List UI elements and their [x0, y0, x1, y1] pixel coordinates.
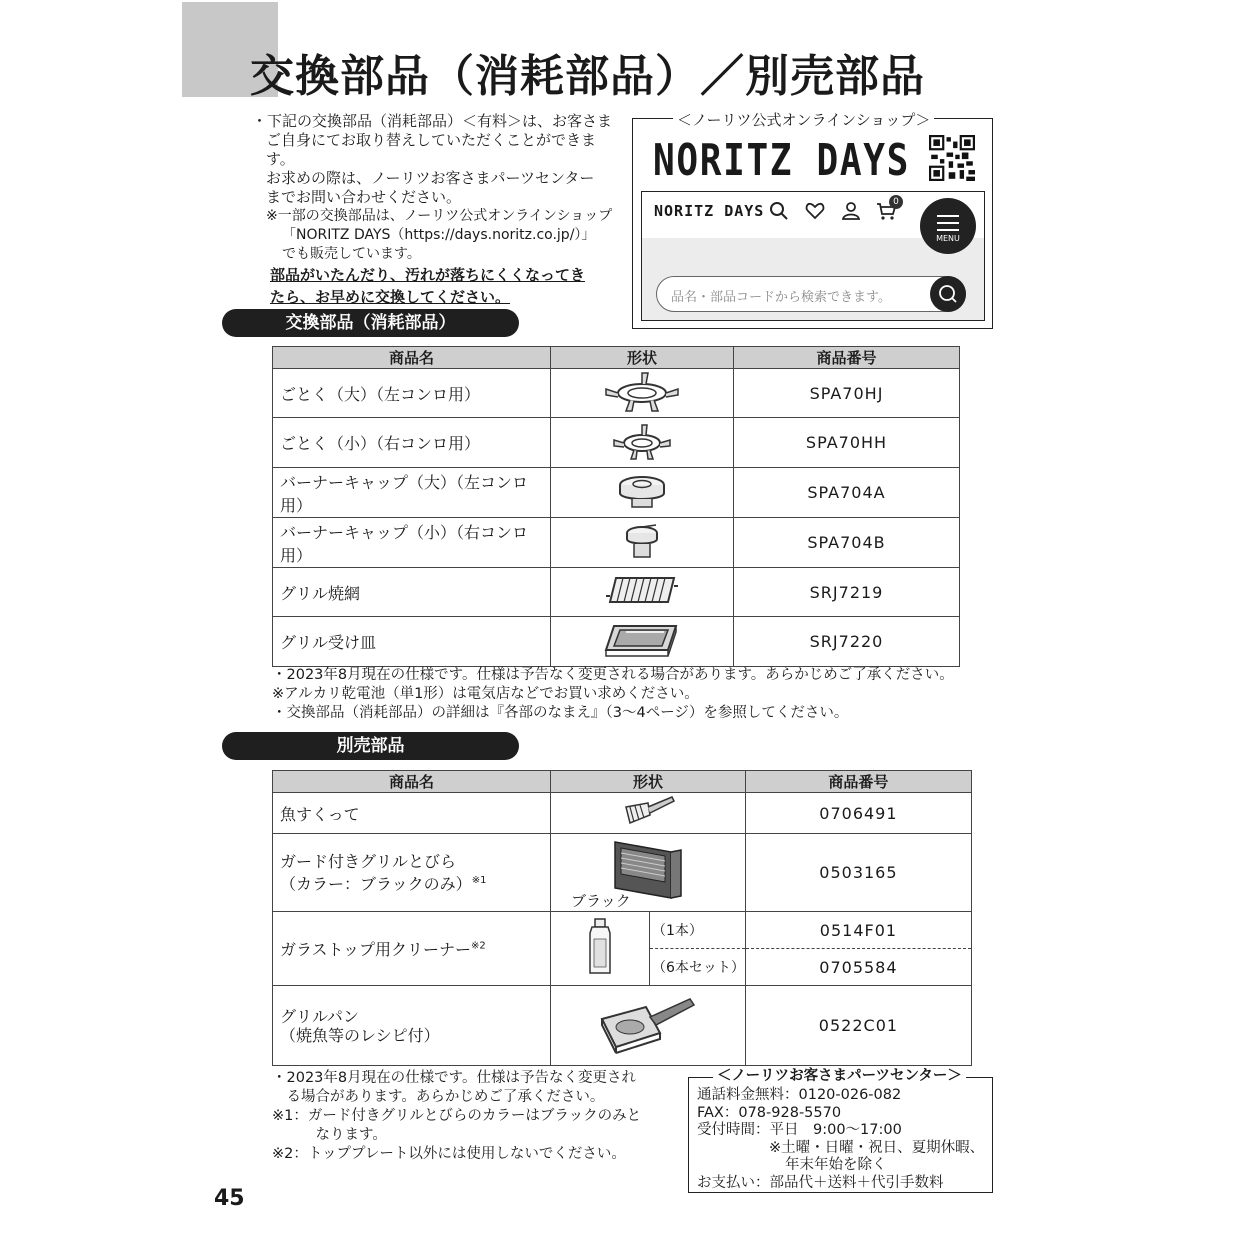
- part-name-line: グリルパン: [280, 1006, 359, 1026]
- part-code: SRJ7219: [734, 568, 960, 617]
- parts-center-hours: 受付時間：平日 9:00〜17:00: [697, 1122, 902, 1138]
- cleaner-bottle-icon: [551, 912, 650, 986]
- note-line: ※1：ガード付きグリルとびらのカラーはブラックのみと: [272, 1108, 642, 1124]
- part-name: グリル受け皿: [273, 617, 551, 667]
- part-name: グリル焼網: [273, 568, 551, 617]
- part-name-line: （カラー：ブラックのみ）: [280, 874, 472, 894]
- part-name: バーナーキャップ（大）（左コンロ用）: [273, 468, 551, 518]
- shop-caption: ＜ノーリツ公式オンラインショップ＞: [673, 109, 934, 130]
- parts-center-payment: お支払い：部品代＋送料＋代引手数料: [697, 1174, 944, 1191]
- trivet-small-icon: [551, 418, 734, 468]
- optional-notes: [272, 1069, 641, 1164]
- part-code: 0706491: [745, 793, 971, 834]
- section-heading-optional: [222, 732, 519, 760]
- optional-parts-table: [272, 770, 972, 1066]
- replacement-notes: [272, 666, 954, 723]
- section-heading-label: 別売部品: [336, 736, 405, 756]
- part-code: 0514F01: [745, 912, 971, 949]
- note-line: ・交換部品（消耗部品）の詳細は『各部のなまえ』（3〜4ページ）を参照してください。: [272, 705, 849, 721]
- part-code: SPA70HH: [734, 418, 960, 468]
- color-label: ブラック: [571, 892, 631, 910]
- site-body: [642, 238, 984, 321]
- page-number: 45: [214, 1186, 245, 1211]
- intro-text: [252, 112, 622, 308]
- table-row: [273, 793, 972, 834]
- note-line: ・2023年8月現在の仕様です。仕様は予告なく変更され: [272, 1070, 636, 1086]
- part-code: SRJ7220: [734, 617, 960, 667]
- option-label: （6本セット）: [650, 949, 746, 986]
- part-name: [273, 986, 551, 1066]
- header-name: 商品名: [273, 771, 551, 793]
- note-line: ※アルカリ乾電池（単1形）は電気店などでお買い求めください。: [272, 686, 699, 702]
- table-header-row: [273, 347, 960, 369]
- intro-line: までお問い合わせください。: [266, 188, 462, 206]
- part-code: SPA704B: [734, 518, 960, 568]
- intro-line: ・下記の交換部品（消耗部品）＜有料＞は、お客さま: [252, 112, 613, 130]
- parts-center-tel: 通話料金無料：0120-026-082: [697, 1087, 902, 1103]
- search-icon[interactable]: [768, 200, 790, 222]
- header-name: 商品名: [273, 347, 551, 369]
- part-code: 0522C01: [745, 986, 971, 1066]
- parts-center-except: ※土曜・日曜・祝日、夏期休暇、: [769, 1139, 985, 1156]
- part-code: SPA70HJ: [734, 369, 960, 418]
- intro-line: ご自身にてお取り替えしていただくことができます。: [266, 131, 597, 168]
- part-code: SPA704A: [734, 468, 960, 518]
- hamburger-icon: [937, 215, 959, 236]
- grill-tray-icon: [551, 617, 734, 667]
- part-name: ごとく（小）（右コンロ用）: [273, 418, 551, 468]
- table-row: [273, 986, 972, 1066]
- shop-site-preview: [641, 191, 985, 321]
- parts-center-caption: ＜ノーリツお客さまパーツセンター＞: [713, 1068, 966, 1086]
- parts-center-fax: FAX：078-928-5570: [697, 1104, 842, 1121]
- trivet-large-icon: [551, 369, 734, 418]
- shop-logo: NORITZ DAYS: [653, 135, 910, 186]
- header-shape: 形状: [551, 771, 746, 793]
- note-line: る場合があります。あらかじめご了承ください。: [272, 1089, 605, 1105]
- site-icon-group: [768, 197, 899, 222]
- user-icon[interactable]: [840, 200, 862, 222]
- grill-rack-icon: [551, 568, 734, 617]
- parts-center-except: 年末年始を除く: [785, 1157, 887, 1173]
- part-name: [273, 834, 551, 912]
- cart-count-badge: 0: [889, 195, 903, 209]
- part-code: 0503165: [745, 834, 971, 912]
- fish-spatula-icon: [551, 793, 746, 834]
- table-row: [273, 568, 960, 617]
- replace-warning: 部品がいたんだり、汚れが落ちにくくなってき: [270, 266, 586, 284]
- heart-icon[interactable]: [804, 200, 826, 222]
- footnote-mark: ※2: [471, 940, 486, 952]
- menu-button[interactable]: [920, 198, 976, 254]
- footnote-mark: ※1: [471, 874, 487, 886]
- intro-line: お求めの際は、ノーリツお客さまパーツセンター: [266, 169, 595, 187]
- section-heading-replacement: [222, 309, 519, 337]
- part-name: [273, 912, 551, 986]
- table-header-row: [273, 771, 972, 793]
- part-name: 魚すくって: [273, 793, 551, 834]
- replace-warning: たら、お早めに交換してください。: [270, 288, 511, 306]
- part-code: 0705584: [745, 949, 971, 986]
- page-title: 交換部品（消耗部品）／別売部品: [250, 51, 925, 102]
- option-label: （1本）: [650, 912, 746, 949]
- note-line: ・2023年8月現在の仕様です。仕様は予告なく変更される場合があります。あらかじめご了承ください。: [272, 667, 954, 683]
- search-placeholder: 品名・部品コードから検索できます。: [671, 290, 891, 305]
- grill-door-cell: [551, 834, 746, 912]
- online-shop-box: [632, 111, 993, 329]
- note-line: ※2：トッププレート以外には使用しないでください。: [272, 1146, 626, 1162]
- table-row: [273, 369, 960, 418]
- site-logo[interactable]: NORITZ DAYS: [654, 202, 765, 220]
- cart-icon[interactable]: [876, 197, 899, 222]
- part-name: バーナーキャップ（小）（右コンロ用）: [273, 518, 551, 568]
- parts-center-box: [688, 1068, 993, 1193]
- replacement-parts-table: [272, 346, 960, 667]
- header-shape: 形状: [551, 347, 734, 369]
- site-search-box[interactable]: [656, 276, 966, 312]
- table-row: [273, 912, 972, 949]
- table-row: [273, 468, 960, 518]
- qr-code-icon[interactable]: [929, 135, 975, 181]
- table-row: [273, 834, 972, 912]
- table-row: [273, 617, 960, 667]
- grill-pan-icon: [551, 986, 746, 1066]
- part-name-line: （焼魚等のレシピ付）: [280, 1025, 440, 1045]
- part-name: ごとく（大）（左コンロ用）: [273, 369, 551, 418]
- part-name-line: ガラストップ用クリーナー: [280, 940, 472, 959]
- header-code: 商品番号: [745, 771, 971, 793]
- section-heading-label: 交換部品（消耗部品）: [285, 313, 456, 333]
- intro-note: でも販売しています。: [282, 246, 421, 262]
- intro-note: 「NORITZ DAYS（https://days.noritz.co.jp/）」: [282, 227, 596, 243]
- menu-label: MENU: [936, 234, 960, 243]
- parts-center-body: [697, 1087, 984, 1192]
- header-code: 商品番号: [734, 347, 960, 369]
- part-name-line: ガード付きグリルとびら: [280, 851, 457, 871]
- table-row: [273, 418, 960, 468]
- table-row: [273, 518, 960, 568]
- burner-cap-large-icon: [551, 468, 734, 518]
- search-icon: [930, 276, 966, 312]
- note-line: なります。: [272, 1127, 387, 1143]
- burner-cap-small-icon: [551, 518, 734, 568]
- search-submit-button[interactable]: [930, 276, 966, 312]
- intro-note: ※一部の交換部品は、ノーリツ公式オンラインショップ: [266, 208, 613, 224]
